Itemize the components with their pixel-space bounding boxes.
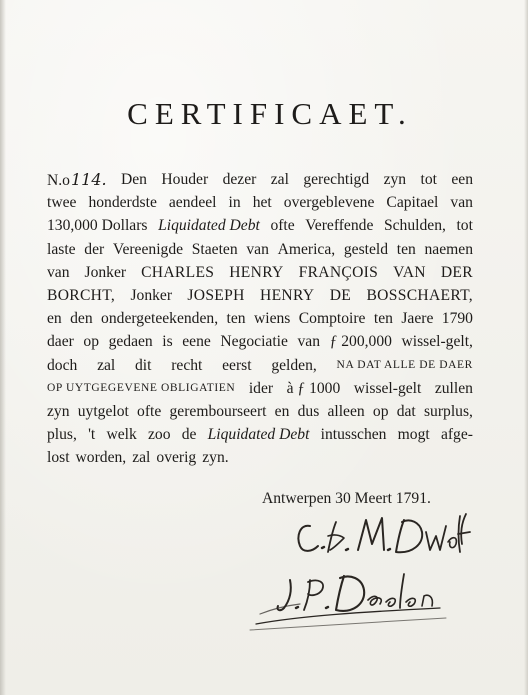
word: overgeblevene <box>283 194 375 212</box>
word: recht <box>171 356 203 374</box>
word: gesteld <box>343 240 389 258</box>
body-line-10 <box>47 377 473 400</box>
word: Vereenigde <box>112 240 184 258</box>
word: plus, <box>47 426 77 444</box>
word: lost <box>47 449 70 467</box>
holder-name-part: CHARLES <box>141 263 215 281</box>
body-line-5 <box>47 261 473 284</box>
word: gerechtigd <box>303 171 370 188</box>
word: tot <box>420 171 437 188</box>
liquidated-debt-term: Liquidated Debt <box>207 426 310 444</box>
body-line-11 <box>47 400 473 423</box>
word: in <box>228 194 241 212</box>
word: ofte <box>137 402 162 420</box>
smallcaps-clause: NA DAT ALLE DE DAER <box>336 358 473 371</box>
word: zyn <box>47 402 70 420</box>
word: van <box>47 263 70 281</box>
word: dat <box>396 402 416 420</box>
body-line-6 <box>47 284 473 307</box>
word: aendeel <box>168 194 217 212</box>
word: Staeten <box>191 240 238 258</box>
amount-dollars: 130,000 Dollars <box>47 217 148 235</box>
holder-name-part: BORCHT, <box>47 286 116 304</box>
word: Comptoire <box>298 310 366 328</box>
year: 1790 <box>441 310 473 328</box>
word: tot <box>456 217 473 235</box>
word: naemen <box>424 240 473 258</box>
word: twee <box>47 194 77 212</box>
smallcaps-clause: OP UYTGEGEVENE OBLIGATIEN <box>47 381 236 394</box>
holder-name-part: JOSEPH <box>187 286 245 304</box>
word: op <box>372 402 389 420</box>
word: America, <box>277 240 336 258</box>
word: de <box>181 426 197 444</box>
word: mogt <box>397 426 430 444</box>
word: gelden, <box>271 356 317 374</box>
body-line-7 <box>47 307 473 330</box>
certificate-body <box>47 168 473 469</box>
word: Den <box>121 171 147 188</box>
word: en <box>47 310 62 328</box>
word: ofte <box>270 217 295 235</box>
word: der <box>84 240 105 258</box>
word: Vereffende <box>305 217 374 235</box>
word: dezer <box>222 171 257 188</box>
word: ten <box>226 310 246 328</box>
word: intusschen <box>320 426 387 444</box>
word: zal <box>270 171 289 188</box>
word: Jonker <box>84 263 127 281</box>
body-line-2 <box>47 191 473 214</box>
word: van <box>246 240 269 258</box>
word: surplus, <box>423 402 473 420</box>
word: en <box>274 402 290 420</box>
holder-name-part: BOSSCHAERT, <box>366 286 473 304</box>
word: eene <box>182 333 211 351</box>
word: 't <box>88 426 96 444</box>
place-and-date: Antwerpen 30 Meert 1791. <box>262 490 431 507</box>
body-line-13 <box>47 446 473 469</box>
word: is <box>162 333 173 351</box>
document-title: CERTIFICAET. <box>127 96 413 131</box>
word: wiens <box>253 310 291 328</box>
word: het <box>252 194 272 212</box>
word: zyn <box>383 171 407 188</box>
word: eerst <box>222 356 252 374</box>
word: wissel-gelt <box>353 379 422 397</box>
word: doch <box>47 356 78 374</box>
word: Jonker <box>130 286 173 304</box>
holder-name-part: FRANÇOIS <box>298 263 379 281</box>
word: overig <box>156 449 197 467</box>
negociatie-amount: ƒ 200,000 <box>329 333 392 351</box>
word: Capitael <box>386 194 439 212</box>
number-value: 114. <box>70 170 107 189</box>
word: ider <box>248 379 274 397</box>
number-prefix: N.o <box>47 172 70 189</box>
word: laste <box>47 240 76 258</box>
word: welk <box>106 426 137 444</box>
body-line-1 <box>47 168 473 191</box>
word: op <box>83 333 99 351</box>
word: zal <box>132 449 151 467</box>
holder-name-part: DER <box>440 263 473 281</box>
word: zullen <box>434 379 473 397</box>
body-line-3 <box>47 214 473 237</box>
word: zoo <box>147 426 171 444</box>
holder-name-part: HENRY <box>260 286 315 304</box>
body-line-8 <box>47 330 473 353</box>
certificate-number <box>47 168 107 191</box>
obligation-amount: à ƒ 1000 <box>286 379 341 397</box>
word: Jaere <box>401 310 434 328</box>
word: ten <box>396 240 416 258</box>
signature-de-wolf <box>292 510 472 560</box>
liquidated-debt-term: Liquidated Debt <box>158 217 260 235</box>
word: den <box>70 310 93 328</box>
word: worden, <box>75 449 127 467</box>
holder-name-part: HENRY <box>229 263 284 281</box>
word: zyn. <box>202 449 229 467</box>
word: afge- <box>440 426 473 444</box>
word: een <box>451 171 473 188</box>
word: Schulden, <box>383 217 446 235</box>
word: daer <box>47 333 74 351</box>
word: ten <box>373 310 393 328</box>
word: zal <box>97 356 116 374</box>
word: Negociatie <box>220 333 288 351</box>
word: gerembourseert <box>169 402 267 420</box>
body-line-12 <box>47 423 473 446</box>
word: wissel-gelt, <box>401 333 473 351</box>
word: dit <box>135 356 152 374</box>
word: van <box>297 333 320 351</box>
word: alleen <box>327 402 365 420</box>
body-line-4 <box>47 238 473 261</box>
holder-name-part: DE <box>329 286 352 304</box>
word: gedaen <box>108 333 153 351</box>
body-line-9 <box>47 354 473 377</box>
word: uytgelot <box>77 402 129 420</box>
word: honderdste <box>88 194 157 212</box>
holder-name-part: VAN <box>393 263 426 281</box>
signature-deelen <box>240 566 460 636</box>
word: Houder <box>161 171 209 188</box>
word: van <box>450 194 473 212</box>
word: ondergeteekenden, <box>101 310 219 328</box>
word: dus <box>297 402 320 420</box>
